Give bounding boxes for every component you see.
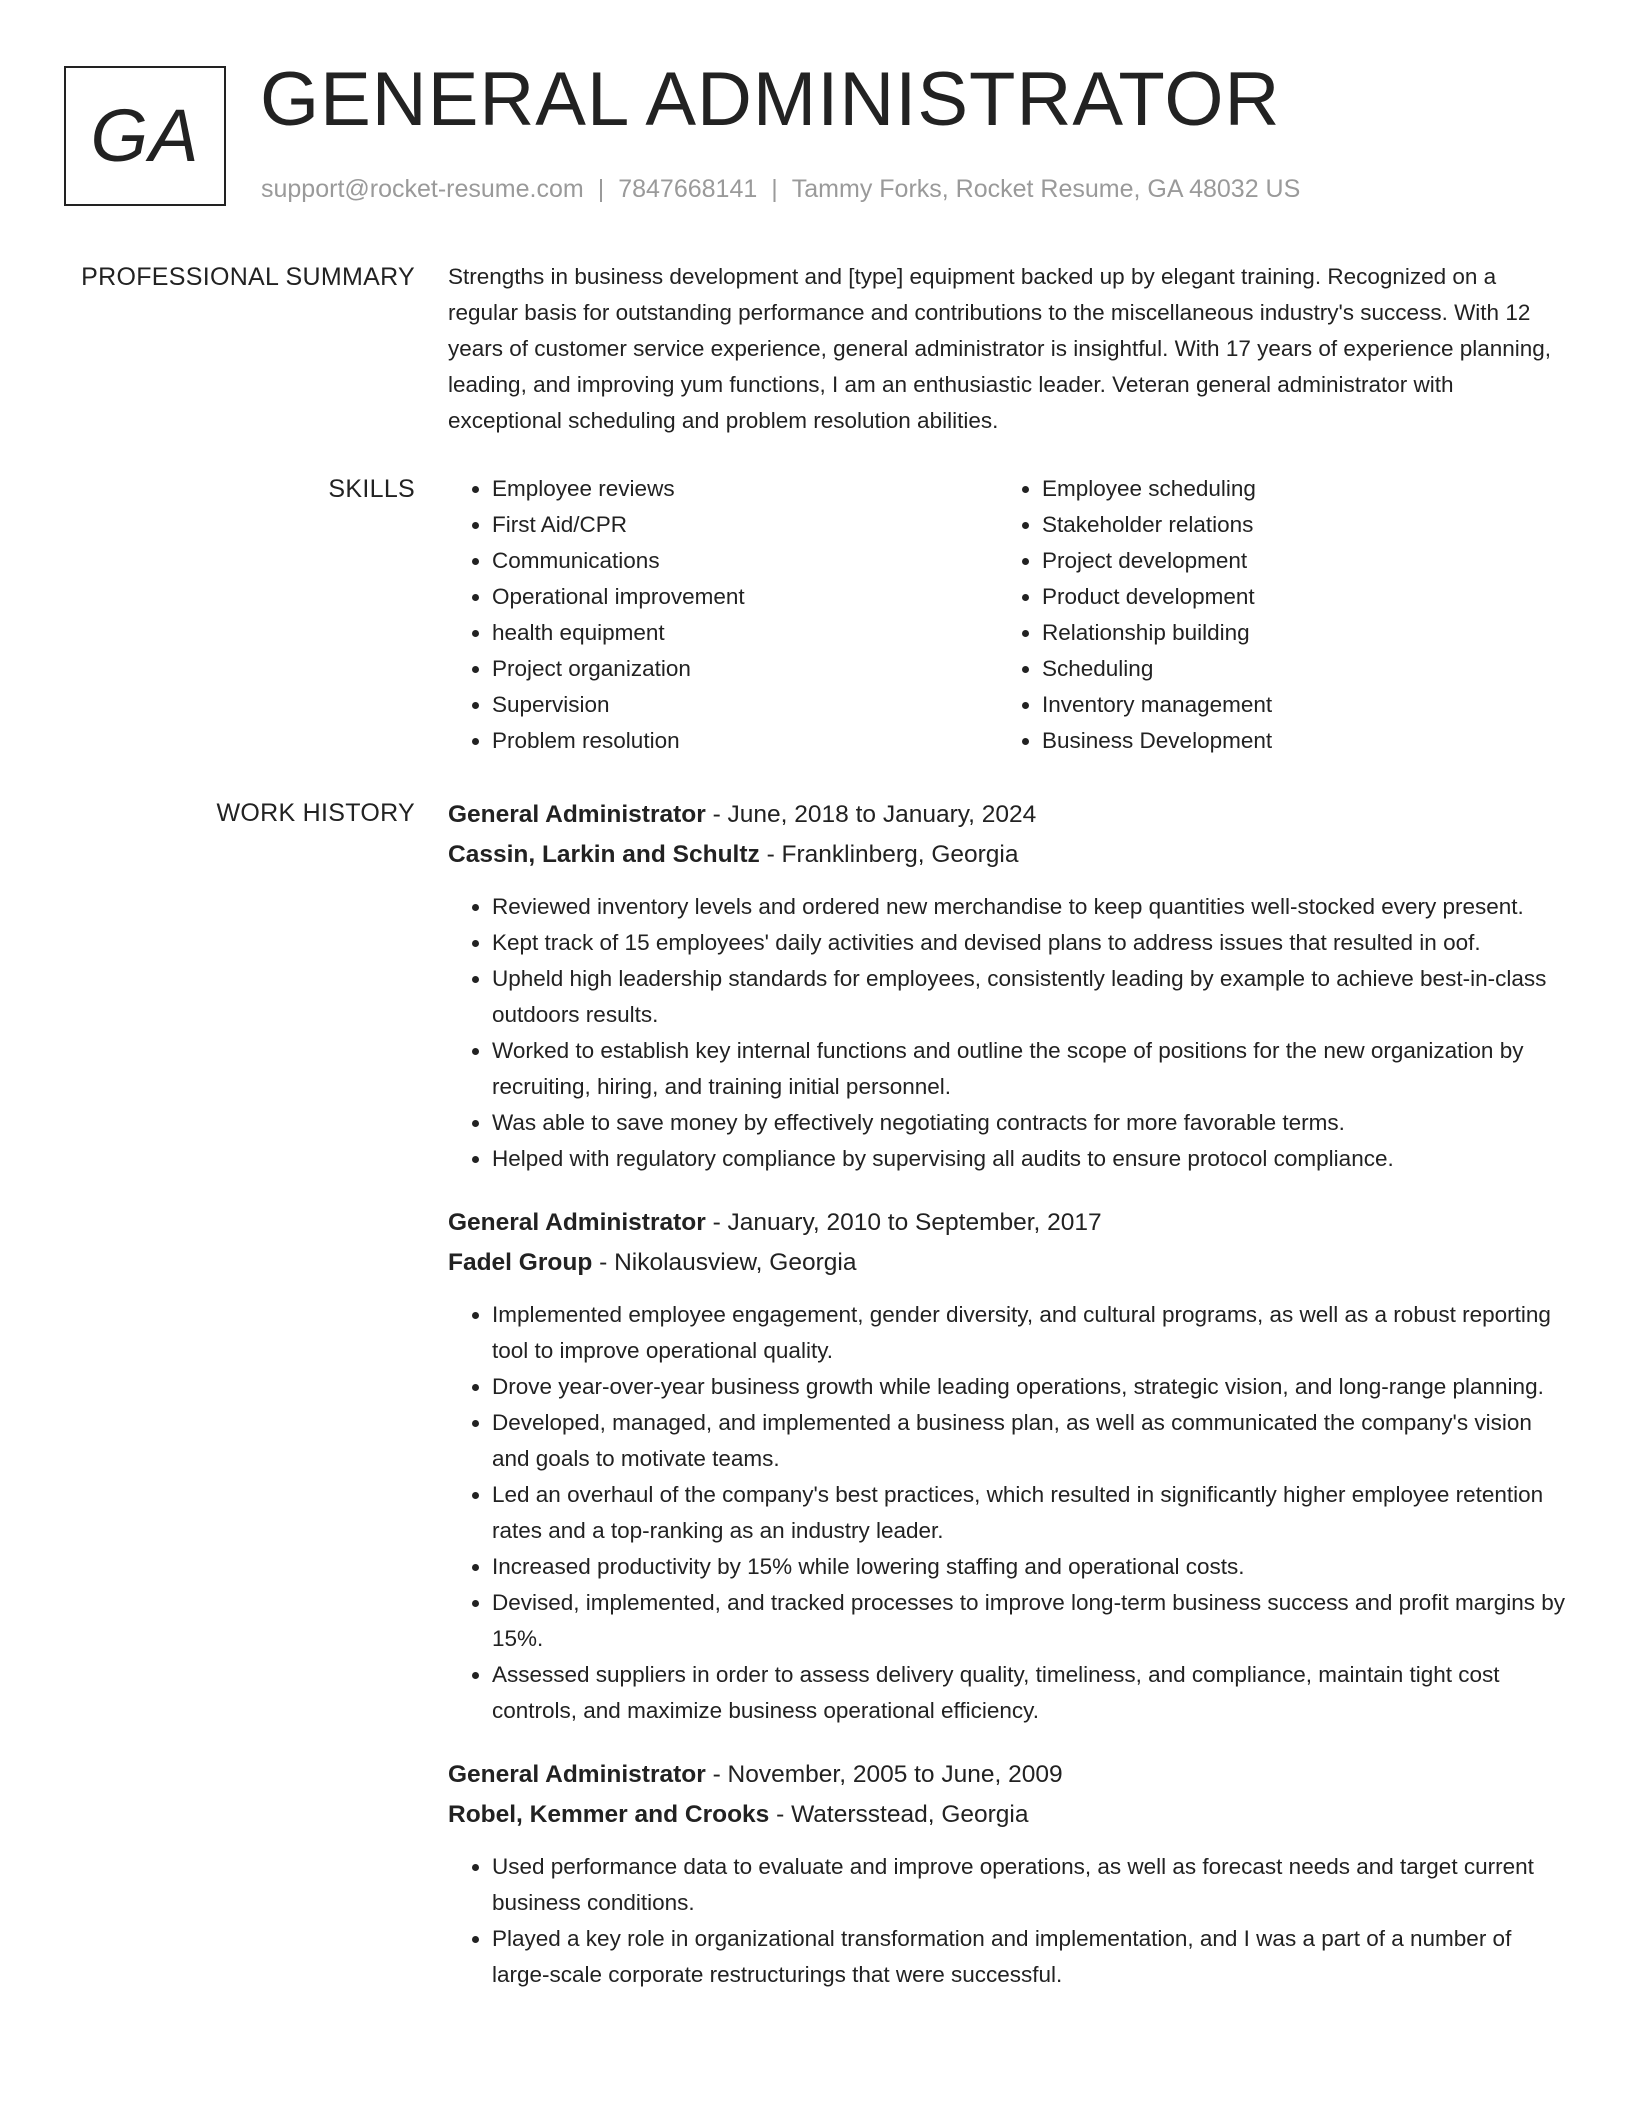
contact-phone[interactable]: 7847668141 <box>618 175 758 203</box>
job-bullet: • Devised, implemented, and tracked processes to improve long-term business success and profit margins by 15%. <box>492 1585 1568 1657</box>
job-title-line <box>448 1203 1568 1243</box>
skill-item: • Employee reviews <box>492 471 998 507</box>
job-bullets <box>448 889 1568 1177</box>
job-bullet: • Assessed suppliers in order to assess delivery quality, timeliness, and compliance, maintain tight cost controls, and maximize business operational efficiency. <box>492 1657 1568 1729</box>
job-title-line <box>448 1755 1568 1795</box>
job-bullet: • Was able to save money by effectively negotiating contracts for more favorable terms. <box>492 1105 1568 1141</box>
skill-item: • Inventory management <box>1042 687 1548 723</box>
monogram-initials: GA <box>90 94 200 177</box>
skill-item: • Supervision <box>492 687 998 723</box>
skill-item: • Business Development <box>1042 723 1548 759</box>
skill-item: • Relationship building <box>1042 615 1548 651</box>
skills-list-right <box>998 471 1548 759</box>
skill-item: • Problem resolution <box>492 723 998 759</box>
job-title: General Administrator <box>448 1209 706 1236</box>
job-company-line <box>448 1243 1568 1283</box>
skills-grid <box>448 471 1568 759</box>
skill-item: • Employee scheduling <box>1042 471 1548 507</box>
job-bullet: • Kept track of 15 employees' daily activities and devised plans to address issues that resulted in oof. <box>492 925 1568 961</box>
contact-separator: | <box>771 175 778 203</box>
job-entry <box>448 1203 1568 1729</box>
skills-heading: SKILLS <box>328 475 415 503</box>
job-bullet: • Played a key role in organizational transformation and implementation, and I was a part of a number of large-scale corporate restructurings that were successful. <box>492 1921 1568 1993</box>
job-bullets <box>448 1297 1568 1729</box>
skill-item: • Communications <box>492 543 998 579</box>
skill-item: • Stakeholder relations <box>1042 507 1548 543</box>
jobs-list <box>448 795 1568 2019</box>
skill-item: • First Aid/CPR <box>492 507 998 543</box>
job-company-line <box>448 835 1568 875</box>
skill-item: • Operational improvement <box>492 579 998 615</box>
job-bullet: • Implemented employee engagement, gender diversity, and cultural programs, as well as a robust reporting tool to improve operational quality. <box>492 1297 1568 1369</box>
job-bullet: • Reviewed inventory levels and ordered new merchandise to keep quantities well-stocked every present. <box>492 889 1568 925</box>
contact-separator: | <box>597 175 605 203</box>
job-dates: - June, 2018 to January, 2024 <box>705 801 1037 828</box>
job-location: - Watersstead, Georgia <box>769 1801 1029 1828</box>
job-company: Robel, Kemmer and Crooks <box>448 1801 770 1828</box>
candidate-name: GENERAL ADMINISTRATOR <box>260 57 1281 142</box>
monogram-box <box>64 66 226 206</box>
summary-body <box>448 259 1568 439</box>
contact-line <box>261 174 1300 204</box>
job-dates: - January, 2010 to September, 2017 <box>705 1209 1102 1236</box>
job-dates: - November, 2005 to June, 2009 <box>705 1761 1063 1788</box>
job-entry <box>448 795 1568 1177</box>
contact-email[interactable]: support@rocket-resume.com <box>261 175 584 203</box>
skill-item: • Product development <box>1042 579 1548 615</box>
contact-address: Tammy Forks, Rocket Resume, GA 48032 US <box>791 175 1301 203</box>
skill-item: • Scheduling <box>1042 651 1548 687</box>
job-bullet: • Developed, managed, and implemented a business plan, as well as communicated the company's vision and goals to motivate teams. <box>492 1405 1568 1477</box>
job-bullet: • Worked to establish key internal functions and outline the scope of positions for the new organization by recruiting, hiring, and training initial personnel. <box>492 1033 1568 1105</box>
job-bullet: • Used performance data to evaluate and improve operations, as well as forecast needs and target current business conditions. <box>492 1849 1568 1921</box>
job-title: General Administrator <box>448 1761 706 1788</box>
job-bullet: • Drove year-over-year business growth while leading operations, strategic vision, and long-range planning. <box>492 1369 1568 1405</box>
job-bullet: • Led an overhaul of the company's best practices, which resulted in significantly higher employee retention rates and a top-ranking as an industry leader. <box>492 1477 1568 1549</box>
job-location: - Nikolausview, Georgia <box>592 1249 857 1276</box>
job-company: Cassin, Larkin and Schultz <box>448 841 760 868</box>
skill-item: • Project development <box>1042 543 1548 579</box>
job-bullet: • Increased productivity by 15% while lowering staffing and operational costs. <box>492 1549 1568 1585</box>
job-company-line <box>448 1795 1568 1835</box>
skills-list-left <box>448 471 998 759</box>
skill-item: • Project organization <box>492 651 998 687</box>
skill-item: • health equipment <box>492 615 998 651</box>
job-entry <box>448 1755 1568 1993</box>
job-title-line <box>448 795 1568 835</box>
job-bullets <box>448 1849 1568 1993</box>
job-company: Fadel Group <box>448 1249 593 1276</box>
summary-text: Strengths in business development and [type] equipment backed up by elegant training. Recognized on a regular basis for outstanding performance and contributions to the miscellaneous industry's success. With 12 years of customer service experience, general administrator is insightful. With 17 years of experience planning, leading, and improving yum functions, I am an enthusiastic leader. Veteran general administrator with exceptional scheduling and problem resolution abilities. <box>448 264 1552 433</box>
work-history-heading: WORK HISTORY <box>216 799 415 827</box>
job-location: - Franklinberg, Georgia <box>759 841 1019 868</box>
job-title: General Administrator <box>448 801 706 828</box>
summary-heading: PROFESSIONAL SUMMARY <box>81 263 415 291</box>
job-bullet: • Helped with regulatory compliance by supervising all audits to ensure protocol compliance. <box>492 1141 1568 1177</box>
job-bullet: • Upheld high leadership standards for employees, consistently leading by example to achieve best-in-class outdoors results. <box>492 961 1568 1033</box>
